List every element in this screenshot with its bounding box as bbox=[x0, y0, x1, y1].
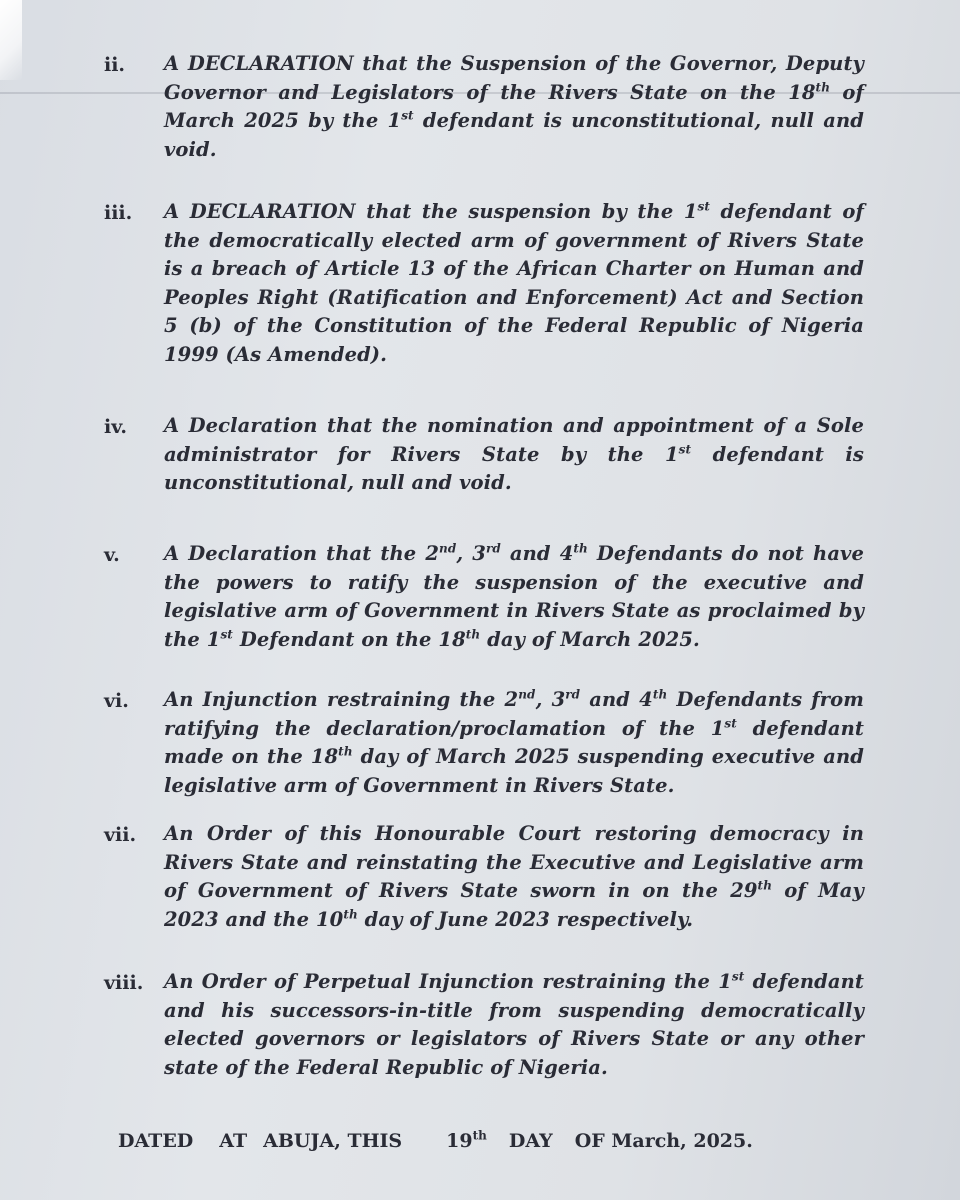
item-number: iii. bbox=[104, 202, 133, 224]
item-number: vi. bbox=[104, 690, 129, 712]
item-number: vii. bbox=[104, 824, 137, 846]
item-text: An Order of this Honourable Court restoring democracy in Rivers State and reinstating the Executive and Legislative arm of Government of Rivers State sworn in on the 29th of May 2023 and the 10th day of June 2023 respectively. bbox=[164, 822, 864, 931]
item-number: iv. bbox=[104, 416, 127, 438]
month-year-text: OF March, 2025. bbox=[574, 1130, 753, 1152]
dated-line bbox=[118, 1126, 798, 1156]
day-word: DAY bbox=[508, 1130, 553, 1152]
item-number: ii. bbox=[104, 54, 126, 76]
item-text: A Declaration that the nomination and appointment of a Sole administrator for Rivers State by the 1st defendant is unconstitutional, null and void. bbox=[164, 414, 865, 494]
prayer-item-iv bbox=[104, 412, 864, 498]
prayer-item-ii bbox=[104, 50, 864, 164]
prayer-item-vi bbox=[104, 686, 864, 800]
item-text: A DECLARATION that the Suspension of the Governor, Deputy Governor and Legislators of the Rivers State on the 18th of March 2025 by the 1st defendant is unconstitutional, null and void. bbox=[164, 52, 864, 161]
place-text: ABUJA, THIS bbox=[263, 1130, 403, 1152]
prayer-item-iii bbox=[104, 198, 864, 369]
item-number: v. bbox=[104, 544, 120, 566]
prayer-item-vii bbox=[104, 820, 864, 934]
item-text: A Declaration that the 2nd, 3rd and 4th Defendants do not have the powers to ratify the suspension of the executive and legislative arm of Government in Rivers State as proclaimed by the 1st Defendant on the 18th day of March 2025. bbox=[164, 541, 864, 651]
item-number: viii. bbox=[104, 972, 144, 994]
prayer-item-v bbox=[104, 540, 864, 654]
at-word: AT bbox=[219, 1130, 248, 1152]
prayer-item-viii bbox=[104, 968, 864, 1082]
item-text: An Order of Perpetual Injunction restraining the 1st defendant and his successors-in-title from suspending democratically elected governors or legislators of Rivers State or any other state of the Federal Republic of Nigeria. bbox=[164, 969, 864, 1079]
item-text: A DECLARATION that the suspension by the 1st defendant of the democratically elected arm of government of Rivers State is a breach of Article 13 of the African Charter on Human and Peoples Right (Ratification and Enforcement) Act and Section 5 (b) of the Constitution of the Federal Republic of Nigeria 1999 (As Amended). bbox=[164, 199, 864, 366]
day-number: 19th bbox=[446, 1128, 487, 1152]
dated-word: DATED bbox=[118, 1130, 194, 1152]
item-text: An Injunction restraining the 2nd, 3rd and 4th Defendants from ratifying the declaration/proclamation of the 1st defendant made on the 18th day of March 2025 suspending executive and legislative arm of Government in Rivers State. bbox=[164, 687, 864, 797]
